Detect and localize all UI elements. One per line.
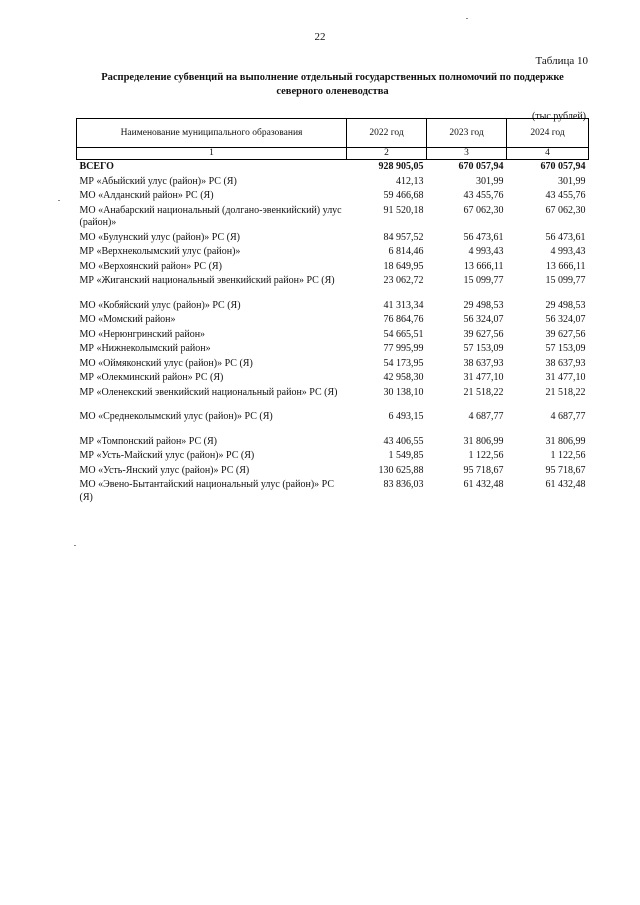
- municipality-name: МР «Нижнеколымский район»: [79, 343, 211, 354]
- value-2024: 4 993,43: [550, 246, 586, 257]
- municipality-name: МО «Булунский улус (район)» РС (Я): [79, 231, 240, 243]
- municipality-name: МР «Абыйский улус (район)» РС (Я): [79, 175, 237, 187]
- value-2024: 67 062,30: [545, 204, 586, 216]
- table-row: [77, 245, 589, 260]
- table-row: [77, 464, 589, 479]
- value-2024: 301,99: [558, 175, 586, 187]
- unit-label: (тыс.рублей): [531, 111, 586, 122]
- value-2022: 1 549,85: [388, 450, 424, 461]
- column-number: 1: [77, 148, 347, 160]
- table-row: [77, 299, 589, 314]
- table-row: [77, 189, 589, 204]
- value-2022: 91 520,18: [383, 204, 424, 216]
- value-2023: 21 518,22: [463, 386, 504, 398]
- municipality-name: МР «Верхнеколымский улус (район)»: [79, 246, 241, 257]
- municipality-name: МО «Среднеколымский улус (район)» РС (Я): [79, 411, 273, 422]
- value-2024: 31 477,10: [545, 372, 586, 383]
- column-header-2023: 2023 год: [427, 119, 507, 148]
- document-title: Распределение субвенций на выполнение отдельный государственных полномочий по поддержке северного оленеводства: [101, 72, 564, 97]
- value-2023: 29 498,53: [463, 299, 504, 311]
- municipality-name: МО «Кобяйский улус (район)» РС (Я): [79, 299, 241, 311]
- value-2022: 54 173,95: [383, 357, 424, 369]
- municipality-name: МР «Олекминский район» РС (Я): [79, 372, 224, 383]
- value-2023: 15 099,77: [463, 275, 504, 286]
- column-header-2022: 2022 год: [347, 119, 427, 148]
- municipality-name: МР «Усть-Майский улус (район)» РС (Я): [79, 450, 255, 461]
- municipality-name: МО «Верхоянский район» РС (Я): [79, 260, 222, 272]
- value-2024: 57 153,09: [545, 343, 586, 354]
- value-2023: 61 432,48: [463, 479, 504, 490]
- total-row: [77, 160, 589, 175]
- value-2022: 23 062,72: [383, 275, 424, 286]
- value-2022: 30 138,10: [383, 386, 424, 398]
- value-2022: 6 493,15: [388, 411, 424, 422]
- value-2024: 4 687,77: [550, 411, 586, 422]
- table-body: [77, 160, 589, 506]
- value-2023: 57 153,09: [463, 343, 504, 354]
- municipality-name: МО «Анабарский национальный (долгано-эвенкийский) улус (район)»: [79, 204, 342, 228]
- municipality-name: МО «Эвено-Бытантайский национальный улус (район)» РС (Я): [79, 479, 335, 503]
- municipality-name: МР «Томпонский район» РС (Я): [79, 435, 217, 447]
- value-2023: 67 062,30: [463, 204, 504, 216]
- spacer-row: [77, 289, 589, 299]
- spacer-cell: [77, 400, 589, 410]
- value-2024: 95 718,67: [545, 464, 586, 476]
- table-row: [77, 342, 589, 357]
- value-2023: 4 993,43: [468, 246, 504, 257]
- value-2024: 1 122,56: [550, 450, 586, 461]
- table-label: Таблица 10: [535, 55, 588, 67]
- table-row: [77, 204, 589, 231]
- municipality-name: МО «Алданский район» РС (Я): [79, 190, 214, 201]
- value-2024: 15 099,77: [545, 275, 586, 286]
- page-number: 22: [314, 31, 326, 43]
- subsidy-table: [76, 118, 589, 505]
- municipality-name: МО «Оймяконский улус (район)» РС (Я): [79, 357, 253, 369]
- spacer-row: [77, 425, 589, 435]
- table-row: [77, 435, 589, 450]
- column-header-2024: 2024 год: [507, 119, 589, 148]
- table-row: [77, 274, 589, 289]
- value-2023: 31 806,99: [463, 435, 504, 447]
- municipality-name: МО «Усть-Янский улус (район)» РС (Я): [79, 464, 250, 476]
- total-2024: 670 057,94: [540, 161, 586, 172]
- value-2022: 76 864,76: [383, 314, 424, 325]
- table-row: [77, 260, 589, 275]
- value-2024: 39 627,56: [545, 328, 586, 340]
- value-2022: 59 466,68: [383, 190, 424, 201]
- value-2022: 83 836,03: [383, 479, 424, 490]
- value-2023: 31 477,10: [463, 372, 504, 383]
- total-label: ВСЕГО: [79, 161, 114, 172]
- value-2023: 301,99: [476, 175, 504, 187]
- value-2024: 56 473,61: [545, 231, 586, 243]
- value-2022: 130 625,88: [378, 464, 424, 476]
- municipality-name: МО «Момский район»: [79, 314, 176, 325]
- value-2023: 1 122,56: [468, 450, 504, 461]
- column-number: 4: [507, 148, 589, 160]
- table-row: [77, 386, 589, 401]
- scan-speck: [466, 18, 468, 19]
- value-2023: 43 455,76: [463, 190, 504, 201]
- table-row: [77, 371, 589, 386]
- table-row: [77, 410, 589, 425]
- value-2022: 54 665,51: [383, 328, 424, 340]
- column-number: 3: [427, 148, 507, 160]
- value-2023: 56 473,61: [463, 231, 504, 243]
- table-row: [77, 313, 589, 328]
- value-2023: 95 718,67: [463, 464, 504, 476]
- table-header-row: [77, 119, 589, 148]
- value-2023: 38 637,93: [463, 357, 504, 369]
- value-2022: 84 957,52: [383, 231, 424, 243]
- value-2023: 56 324,07: [463, 314, 504, 325]
- table-row: [77, 449, 589, 464]
- value-2022: 18 649,95: [383, 260, 424, 272]
- value-2024: 21 518,22: [545, 386, 586, 398]
- municipality-name: МР «Жиганский национальный эвенкийский район» РС (Я): [79, 275, 335, 286]
- value-2022: 412,13: [396, 175, 424, 187]
- value-2023: 39 627,56: [463, 328, 504, 340]
- spacer-cell: [77, 289, 589, 299]
- value-2023: 13 666,11: [463, 260, 504, 272]
- value-2024: 56 324,07: [545, 314, 586, 325]
- value-2022: 6 814,46: [388, 246, 424, 257]
- table-row: [77, 357, 589, 372]
- municipality-name: МР «Оленекский эвенкийский национальный район» РС (Я): [79, 386, 338, 398]
- spacer-row: [77, 400, 589, 410]
- total-2022: 928 905,05: [378, 161, 424, 172]
- table-row: [77, 231, 589, 246]
- municipality-name: МО «Нерюнгринский район»: [79, 328, 206, 340]
- value-2024: 61 432,48: [545, 479, 586, 490]
- value-2024: 29 498,53: [545, 299, 586, 311]
- value-2022: 41 313,34: [383, 299, 424, 311]
- value-2022: 43 406,55: [383, 435, 424, 447]
- table-row: [77, 328, 589, 343]
- value-2024: 13 666,11: [545, 260, 586, 272]
- total-2023: 670 057,94: [458, 161, 504, 172]
- value-2024: 31 806,99: [545, 435, 586, 447]
- value-2024: 38 637,93: [545, 357, 586, 369]
- value-2022: 42 958,30: [383, 372, 424, 383]
- value-2023: 4 687,77: [468, 411, 504, 422]
- scan-speck: [58, 200, 60, 201]
- column-number: 2: [347, 148, 427, 160]
- spacer-cell: [77, 425, 589, 435]
- column-header-name: Наименование муниципального образования: [77, 119, 347, 148]
- value-2024: 43 455,76: [545, 190, 586, 201]
- column-number-row: [77, 148, 589, 160]
- value-2022: 77 995,99: [383, 343, 424, 354]
- table-row: [77, 478, 589, 505]
- table-row: [77, 175, 589, 190]
- scan-speck: [74, 545, 76, 546]
